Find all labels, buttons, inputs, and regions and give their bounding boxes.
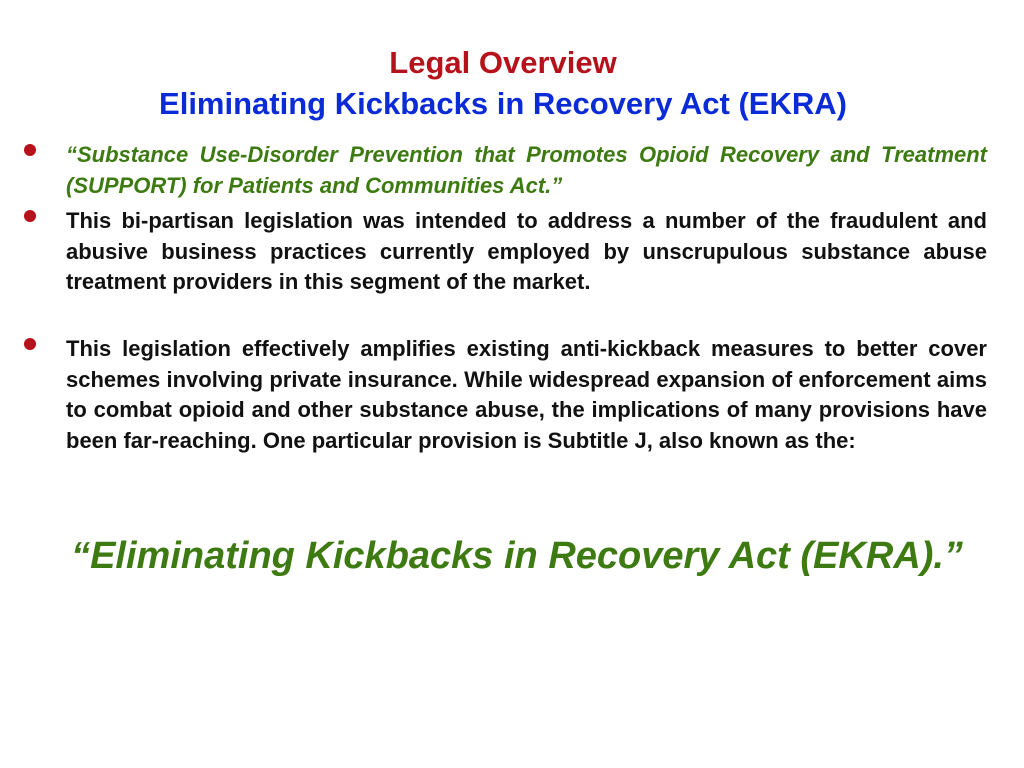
bullet-text: This legislation effectively amplifies existing anti-kickback measures to better cover schemes involving private insurance. While widespread expansion of enforcement aims to combat opioid and other substance abuse, the implications of many provisions have been far-reaching. One particular provision is Subtitle J, also known as the: [66, 336, 987, 453]
bullet-dot-icon [24, 338, 36, 350]
closing-quote: “Eliminating Kickbacks in Recovery Act (EKRA).” [71, 535, 963, 577]
bullet-item [66, 206, 987, 298]
slide-title: Legal Overview [389, 45, 617, 80]
bullet-item [66, 140, 987, 201]
slide-subtitle: Eliminating Kickbacks in Recovery Act (EKRA) [159, 86, 847, 121]
bullet-dot-icon [24, 144, 36, 156]
bullet-item [66, 334, 987, 456]
bullet-text: This bi-partisan legislation was intended to address a number of the fraudulent and abusive business practices currently employed by unscrupulous substance abuse treatment providers in this segment of the market. [66, 208, 987, 294]
bullet-dot-icon [24, 210, 36, 222]
bullet-text: “Substance Use-Disorder Prevention that Promotes Opioid Recovery and Treatment (SUPPORT) for Patients and Communities Act.” [66, 142, 987, 198]
